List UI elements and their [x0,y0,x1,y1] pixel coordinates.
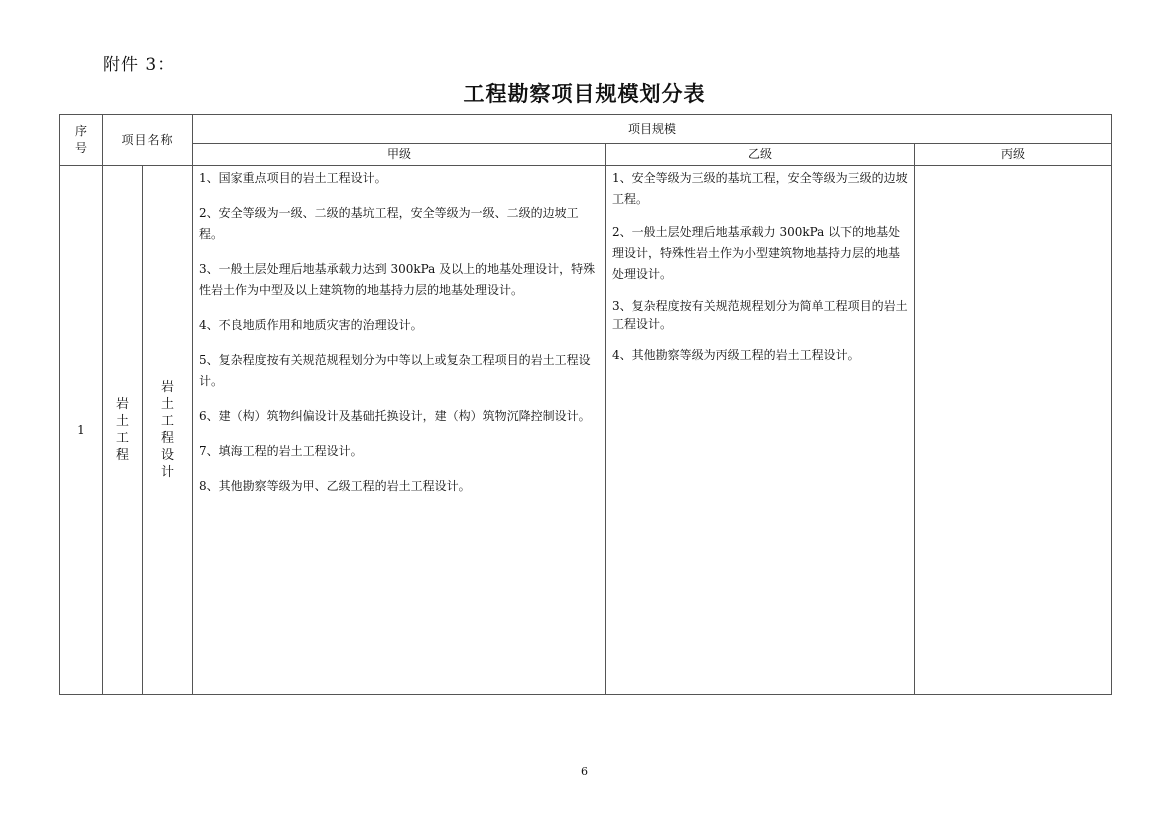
row-subcategory [143,166,193,695]
header-project-scale: 项目规模 [193,115,1112,144]
header-project-name: 项目名称 [103,115,193,166]
header-grade-a: 甲级 [193,144,606,166]
scale-table [59,114,1112,695]
grade-a-item-8: 8、其他勘察等级为甲、乙级工程的岩土工程设计。 [199,479,471,493]
row-category-text: 岩土工程 [115,397,129,463]
attachment-label: 附件 3： [103,55,176,75]
page-number: 6 [581,765,588,778]
header-grade-b: 乙级 [606,144,915,166]
grade-b-item-2: 2、一般土层处理后地基承载力 300kPa 以下的地基处理设计，特殊性岩土作为小型建筑物地基持力层的地基处理设计。 [612,225,901,281]
row-category [103,166,143,695]
grade-a-item-5: 5、复杂程度按有关规范规程划分为中等以上或复杂工程项目的岩土工程设计。 [199,353,591,388]
grade-a-item-1: 1、国家重点项目的岩土工程设计。 [199,171,387,185]
grade-a-list [193,166,605,497]
grade-b-item-3: 3、复杂程度按有关规范规程划分为简单工程项目的岩土工程设计。 [612,299,908,331]
header-grade-c: 丙级 [915,144,1112,166]
row-seq: 1 [60,166,103,695]
row-subcategory-text: 岩土工程设计 [160,380,174,480]
grade-a-cell [193,166,606,695]
page-title: 工程勘察项目规模划分表 [463,82,706,106]
grade-a-item-7: 7、填海工程的岩土工程设计。 [199,444,363,458]
header-seq-text: 序号 [74,124,87,155]
grade-b-list [606,166,914,366]
grade-a-item-4: 4、不良地质作用和地质灾害的治理设计。 [199,318,423,332]
grade-b-cell [606,166,915,695]
grade-c-cell [915,166,1112,695]
grade-b-item-4: 4、其他勘察等级为丙级工程的岩土工程设计。 [612,348,860,362]
grade-a-item-6: 6、建（构）筑物纠偏设计及基础托换设计，建（构）筑物沉降控制设计。 [199,409,591,423]
grade-b-item-1: 1、安全等级为三级的基坑工程，安全等级为三级的边坡工程。 [612,171,908,206]
grade-a-item-3: 3、一般土层处理后地基承载力达到 300kPa 及以上的地基处理设计，特殊性岩土作为中型及以上建筑物的地基持力层的地基处理设计。 [199,262,596,297]
grade-a-item-2: 2、安全等级为一级、二级的基坑工程，安全等级为一级、二级的边坡工程。 [199,206,579,241]
header-seq [60,115,103,166]
